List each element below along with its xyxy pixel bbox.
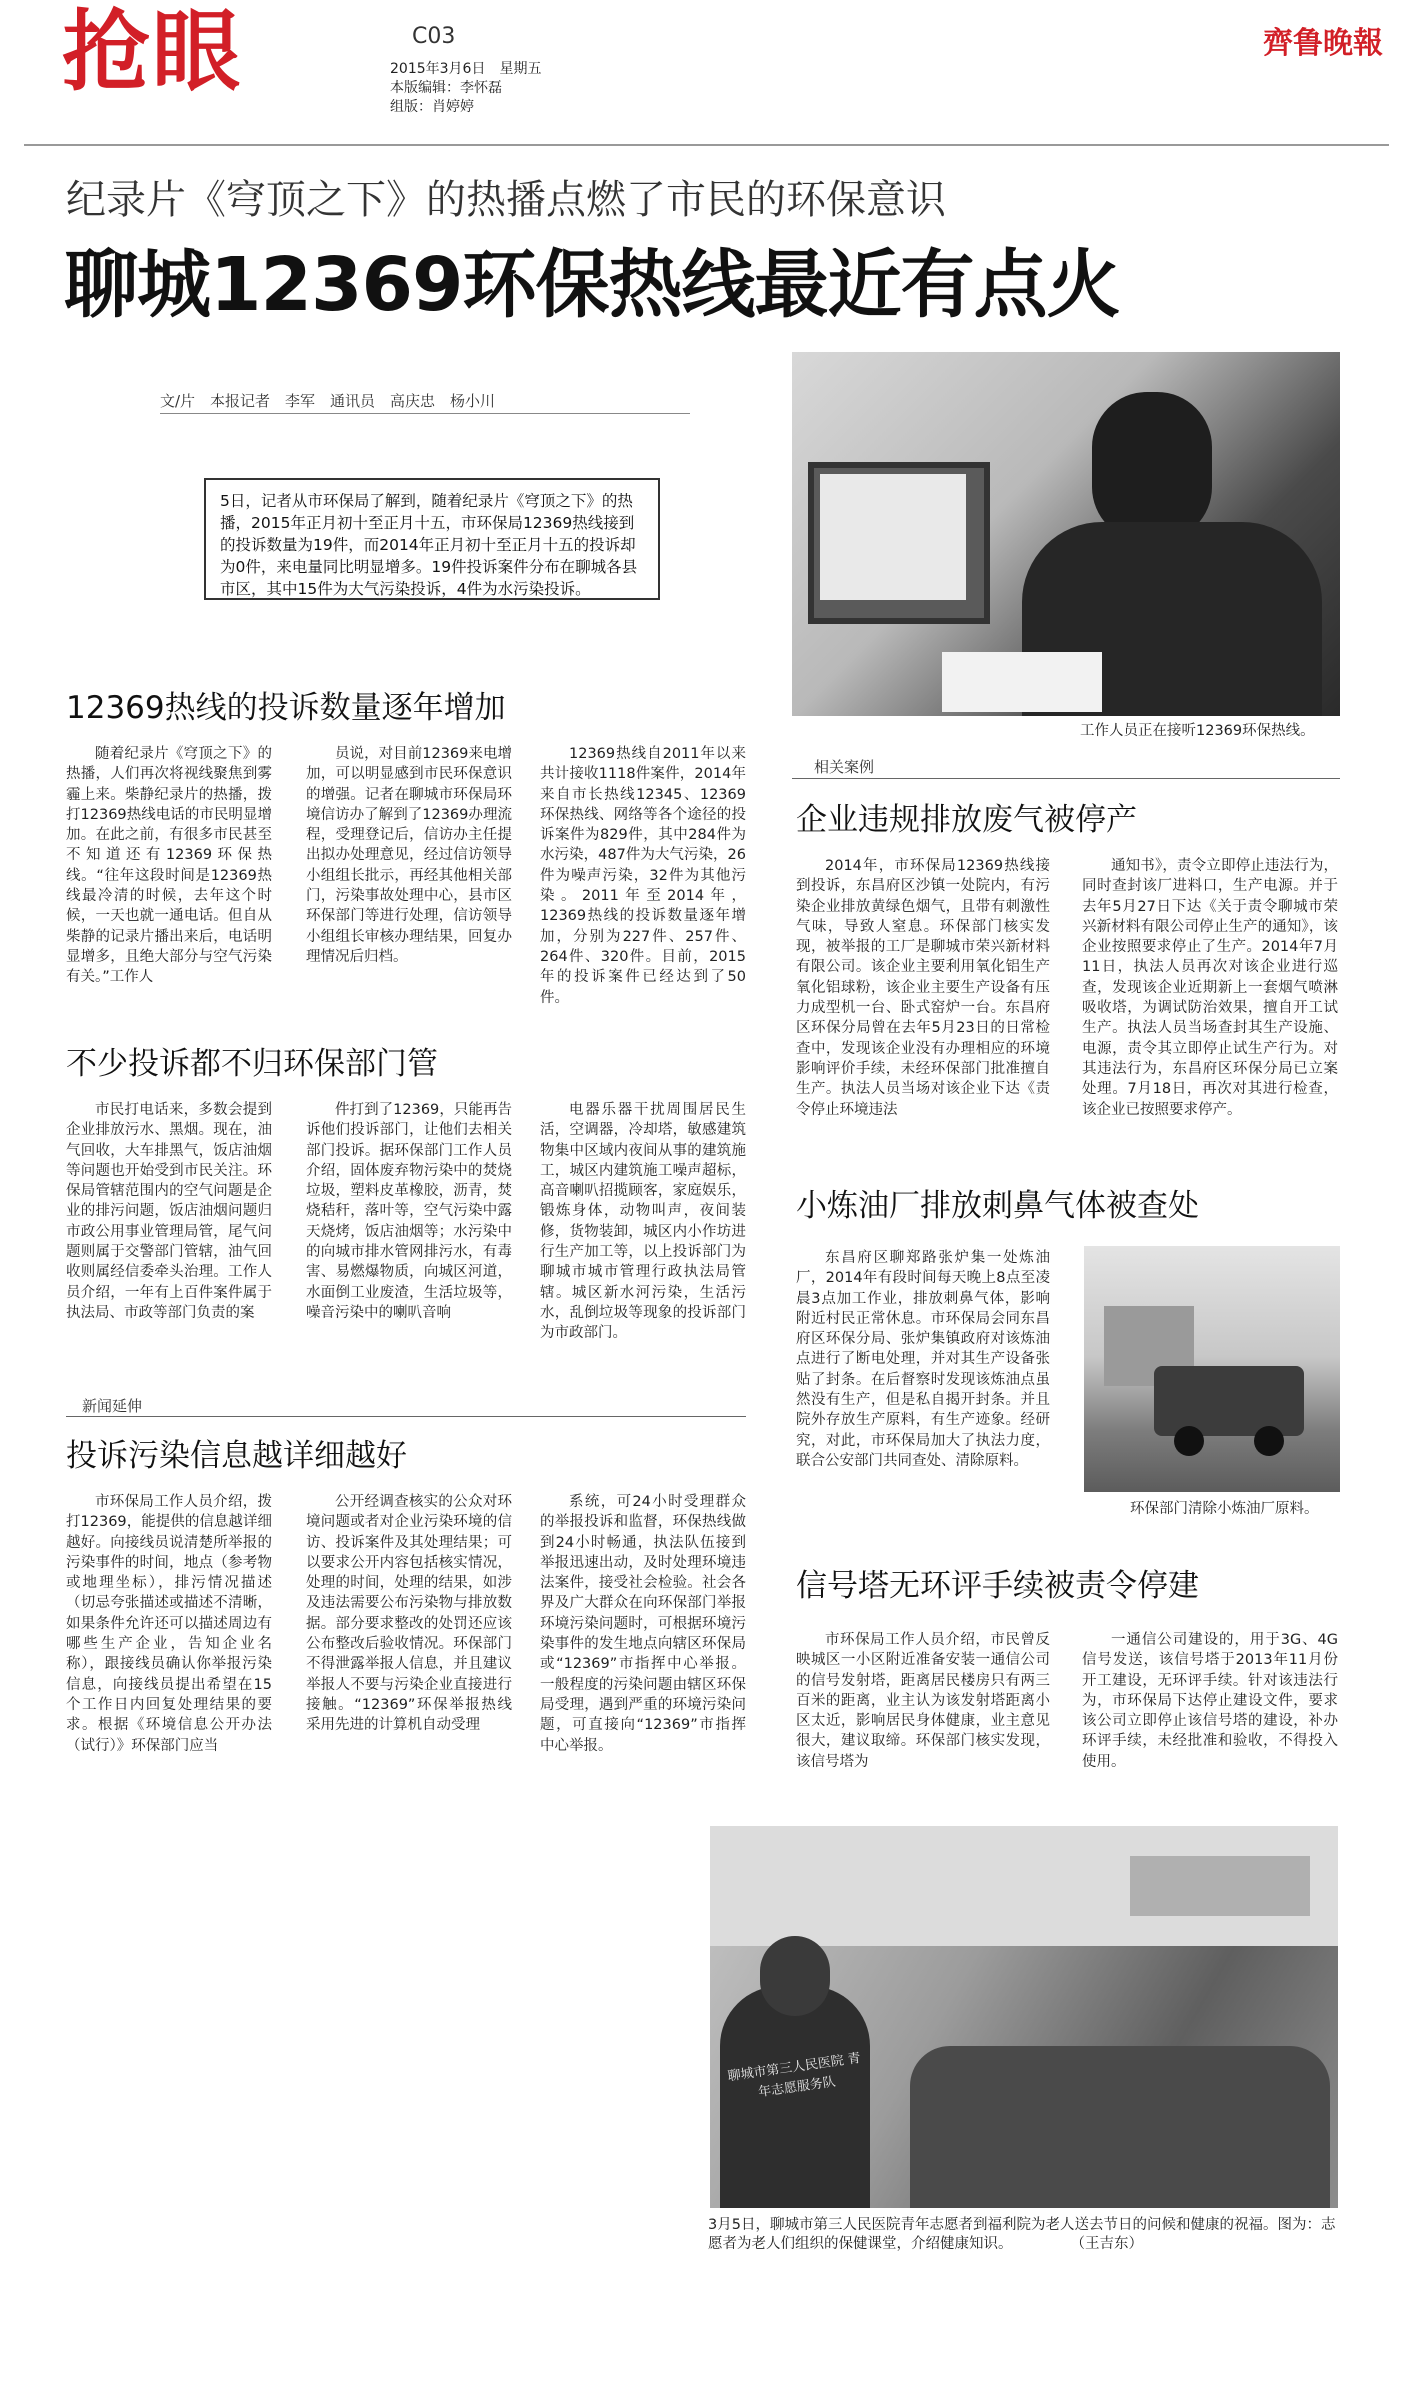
section2-column-3: 电器乐器干扰周围居民生活，空调器，冷却塔，敏感建筑物集中区域内夜间从事的建筑施工，城区内建筑施工噪声超标，高音喇叭招揽顾客，家庭娱乐，锻炼身体，动物叫声，夜间装修，货物装卸，城区内小作坊进行生产加工等，以上投诉部门为聊城市城市管理行政执法局管辖。城区新水河污染，生活污水，乱倒垃圾等现象的投诉部门为市政部门。 xyxy=(540,1102,746,1342)
section-title-1: 12369热线的投诉数量逐年增加 xyxy=(66,690,506,726)
issue-date: 2015年3月6日 星期五 xyxy=(390,61,542,77)
photo1-caption: 工作人员正在接听12369环保热线。 xyxy=(1080,723,1315,739)
related-cases-tag: 相关案例 xyxy=(814,758,875,776)
bottom-photo-caption: 3月5日，聊城市第三人民医院青年志愿者到福利院为老人送去节日的问候和健康的祝福。图为：志愿者为老人们组织的保健课堂，介绍健康知识。 （王吉东） xyxy=(708,2217,1336,2252)
news-extension-divider xyxy=(66,1416,746,1417)
photo-lecture-icon xyxy=(710,1826,1338,2208)
byline-divider xyxy=(160,413,690,414)
case1-column-2: 通知书》，责令立即停止违法行为，同时查封该厂进料口，生产电源。并于去年5月27日下达《关于责令聊城市荣兴新材料有限公司停止生产的通知》，该企业按照要求停止了生产。2014年7月11日，执法人员再次对该企业进行巡查，发现该企业近期新上一套烟气喷淋吸收塔，为调试防治效果，擅自开工试生产。执法人员当场查封其生产设施、电源，责令其立即停止试生产行为。对其违法行为，东昌府区环保分局已立案处理。7月18日，再次对其进行检查，该企业已按照要求停产。 xyxy=(1082,858,1338,1118)
case-title-3: 信号塔无环评手续被责令停建 xyxy=(796,1568,1199,1604)
section1-column-2: 员说，对目前12369来电增加，可以明显感到市民环保意识的增强。记者在聊城市环保局环境信访办了解到了12369办理流程，受理登记后，信访办主任提出拟办处理意见，经过信访领导小组组长批示，再经其他相关部门，污染事故处理中心，县市区环保部门等进行处理，信访领导小组组长审核办理结果，回复办理情况后归档。 xyxy=(306,746,512,965)
related-cases-divider xyxy=(792,778,1340,779)
photo-truck-icon xyxy=(1084,1246,1340,1492)
photo-man-on-phone-icon xyxy=(792,352,1340,716)
case-title-1: 企业违规排放废气被停产 xyxy=(796,802,1137,838)
masthead-divider xyxy=(24,144,1389,146)
page-code: C03 xyxy=(412,24,456,49)
news-extension-tag: 新闻延伸 xyxy=(82,1397,143,1415)
case3-column-1: 市环保局工作人员介绍，市民曾反映城区一小区附近准备安装一通信公司的信号发射塔，距离居民楼房只有两三百米的距离，业主认为该发射塔距离小区太近，影响居民身体健康，业主意见很大，建议取缔。环保部门核实发现，该信号塔为 xyxy=(796,1632,1050,1770)
case2-column-1: 东昌府区聊郑路张炉集一处炼油厂，2014年有段时间每天晚上8点至凌晨3点加工作业，排放刺鼻气体，影响附近村民正常休息。市环保局会同东昌府区环保分局、张炉集镇政府对该炼油点进行了断电处理，并对其生产设备张贴了封条。在后督察时发现该炼油点虽然没有生产，但是私自揭开封条。并且院外存放生产原料，有生产迹象。经研究，对此，市环保局加大了执法力度，联合公安部门共同查处、清除原料。 xyxy=(796,1250,1050,1469)
masthead-meta xyxy=(390,60,541,117)
section-title-3: 投诉污染信息越详细越好 xyxy=(66,1438,407,1474)
section1-column-1: 随着纪录片《穹顶之下》的热播，人们再次将视线聚焦到雾霾上来。柴静纪录片的热播，拨打12369热线电话的市民明显增加。在此之前，有很多市民甚至不知道还有12369环保热线。“往年这段时间是12369热线最冷清的时候，去年这个时候，一天也就一通电话。但自从柴静的记录片播出来后，电话明显增多，且绝大部分与空气污染有关。”工作人 xyxy=(66,746,272,986)
section3-column-3: 系统，可24小时受理群众的举报投诉和监督，环保热线做到24小时畅通，执法队伍接到举报迅速出动，及时处理环境违法案件，接受社会检验。社会各界及广大群众在向环保部门举报环境污染问题时，可根据环境污染事件的发生地点向辖区环保局或“12369”市指挥中心举报。一般程度的污染问题由辖区环保局受理，遇到严重的环境污染问题，可直接向“12369”市指挥中心举报。 xyxy=(540,1494,746,1754)
section-title-2: 不少投诉都不归环保部门管 xyxy=(66,1046,438,1082)
masthead-section-title: 抢眼 xyxy=(62,0,243,103)
section1-column-3: 12369热线自2011年以来共计接收1118件案件，2014年来自市长热线12345、12369环保热线、网络等各个途径的投诉案件为829件，其中284件为水污染，487件为大气污染，26件为噪声污染，32件为其他污染。2011年至2014年，12369热线的投诉数量逐年增加，分别为227件、257件、264件、320件。目前，2015年的投诉案件已经达到了50件。 xyxy=(540,746,746,1006)
article-byline: 文/片 本报记者 李军 通讯员 高庆忠 杨小川 xyxy=(160,392,496,410)
volunteer-vest-text: 聊城市第三人民医院 青年志愿服务队 xyxy=(726,2050,862,2101)
designer-credit: 组版：肖婷婷 xyxy=(390,99,474,115)
section3-column-1: 市环保局工作人员介绍，拨打12369，能提供的信息越详细越好。向接线员说清楚所举报的污染事件的时间，地点（参考物或地理坐标），排污情况描述（切忌夸张描述或描述不清晰，如果条件允许还可以描述周边有哪些生产企业，告知企业名称），跟接线员确认你举报污染信息，向接线员提出希望在15个工作日内回复处理结果的要求。根据《环境信息公开办法（试行）》环保部门应当 xyxy=(66,1494,272,1754)
section2-column-1: 市民打电话来，多数会提到企业排放污水、黑烟。现在，油气回收，大车排黑气，饭店油烟等问题也开始受到市民关注。环保局管辖范围内的空气问题是企业的排污问题，饭店油烟问题归市政公用事业管理局管，尾气问题则属于交警部门管辖，油气回收则属经信委牵头治理。工作人员介绍，一年有上百件案件属于执法局、市政等部门负责的案 xyxy=(66,1102,272,1321)
section2-column-2: 件打到了12369，只能再告诉他们投诉部门，让他们去相关部门投诉。据环保部门工作人员介绍，固体废弃物污染中的焚烧垃圾，塑料皮革橡胶，沥青，焚烧秸秆，落叶等，空气污染中露天烧烤，饭店油烟等；水污染中的向城市排水管网排污水，有毒害、易燃爆物质，向城区河道，水面倒工业废渣，生活垃圾等，噪音污染中的喇叭音响 xyxy=(306,1102,512,1321)
editor-credit: 本版编辑：李怀磊 xyxy=(390,80,502,96)
case-title-2: 小炼油厂排放刺鼻气体被查处 xyxy=(796,1188,1199,1224)
newspaper-brand-logo: 齊鲁晚報 xyxy=(1263,26,1383,61)
article-headline: 聊城12369环保热线最近有点火 xyxy=(64,242,1120,328)
article-kicker: 纪录片《穹顶之下》的热播点燃了市民的环保意识 xyxy=(66,177,946,223)
photo2-caption: 环保部门清除小炼油厂原料。 xyxy=(1130,1501,1319,1517)
section3-column-2: 公开经调查核实的公众对环境问题或者对企业污染环境的信访、投诉案件及其处理结果；可以要求公开内容包括核实情况，处理的时间，处理的结果，如涉及违法需要公布污染物与排放数据。部分要求整改的处罚还应该公布整改后验收情况。环保部门不得泄露举报人信息，并且建议举报人不要与污染企业直接进行接触。“12369”环保举报热线采用先进的计算机自动受理 xyxy=(306,1494,512,1734)
article-lead-box: 5日，记者从市环保局了解到，随着纪录片《穹顶之下》的热播，2015年正月初十至正月十五，市环保局12369热线接到的投诉数量为19件，而2014年正月初十至正月十五的投诉却为0件，来电量同比明显增多。19件投诉案件分布在聊城各县市区，其中15件为大气污染投诉，4件为水污染投诉。 xyxy=(204,478,660,600)
case3-column-2: 一通信公司建设的，用于3G、4G信号发送，该信号塔于2013年11月份开工建设，无环评手续。针对该违法行为，市环保局下达停止建设文件，要求该公司立即停止该信号塔的建设，补办环评手续，未经批准和验收，不得投入使用。 xyxy=(1082,1632,1338,1770)
case1-column-1: 2014年，市环保局12369热线接到投诉，东昌府区沙镇一处院内，有污染企业排放黄绿色烟气，且带有刺激性气味，导致人窒息。环保部门核实发现，被举报的工厂是聊城市荣兴新材料有限公司。该企业主要利用氧化铝生产氧化铝球粉，该企业主要生产设备有压力成型机一台、卧式窑炉一台。东昌府区环保分局曾在去年5月23日的日常检查中，发现该企业没有办理相应的环境影响评价手续，未经环保部门批准擅自生产。执法人员当场对该企业下达《责令停止环境违法 xyxy=(796,858,1050,1118)
